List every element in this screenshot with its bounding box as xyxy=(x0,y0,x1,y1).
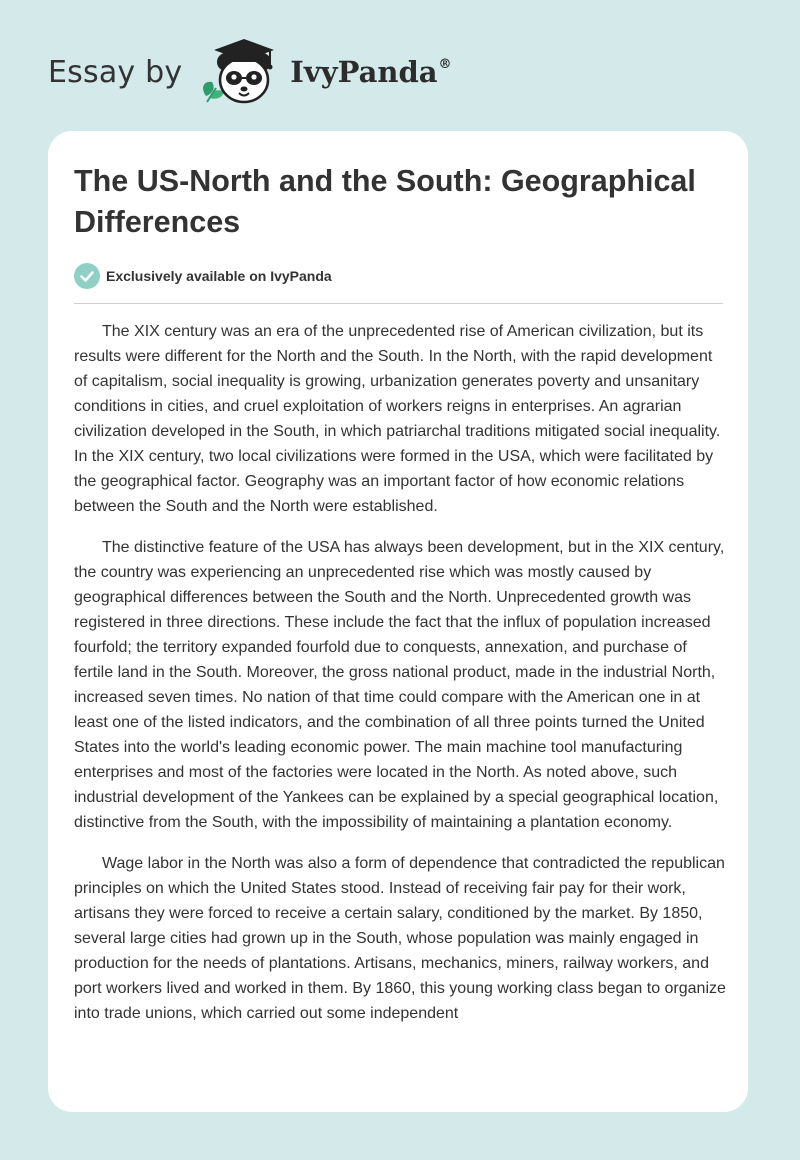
paragraph-2: The distinctive feature of the USA has always been development, but in the XIX century, the country was experiencing an unprecedented rise which was mostly caused by geographical differences between the South and the North. Unprecedented growth was registered in three directions. These include the fact that the influx of population increased fourfold; the territory expanded fourfold due to conquests, annexation, and purchase of fertile land in the South. Moreover, the gross national product, made in the industrial North, increased seven times. No nation of that time could compare with the American one in at least one of the listed indicators, and the combination of all three points turned the United States into the world's leading economic power. The main machine tool manufacturing enterprises and most of the factories were located in the North. As noted above, such industrial development of the Yankees can be explained by a special geographical location, distinctive from the South, with the impossibility of maintaining a plantation economy. xyxy=(74,539,725,831)
essay-by-label: Essay by xyxy=(48,54,183,90)
essay-title: The US-North and the South: Geographical Differences xyxy=(74,164,696,239)
site-header xyxy=(48,36,452,108)
brand-text: IvyPanda xyxy=(290,55,438,89)
essay-body xyxy=(74,319,726,1042)
check-circle-icon xyxy=(74,263,100,289)
paragraph-3: Wage labor in the North was also a form of dependence that contradicted the republican principles on which the United States stood. Instead of receiving fair pay for their work, artisans they were forced to receive a certain salary, conditioned by the market. By 1850, several large cities had grown up in the South, whose population was mainly engaged in production for the needs of plantations. Artisans, mechanics, miners, railway workers, and port workers lived and worked in them. By 1860, this young working class began to organize into trade unions, which carried out some independent xyxy=(74,855,726,1022)
registered-mark: ® xyxy=(438,57,452,72)
paragraph-1: The XIX century was an era of the unprecedented rise of American civilization, but its results were different for the North and the South. In the North, with the rapid development of capitalism, social inequality is growing, urbanization generates poverty and unsanitary conditions in cities, and cruel exploitation of workers reigns in enterprises. An agrarian civilization developed in the South, in which patriarchal traditions mitigated social inequality. In the XIX century, two local civilizations were formed in the USA, which were facilitated by the geographical factor. Geography was an important factor of how economic relations between the South and the North were established. xyxy=(74,323,721,515)
exclusive-badge xyxy=(74,263,332,289)
essay-card xyxy=(48,131,748,1112)
exclusive-label: Exclusively available on IvyPanda xyxy=(106,268,332,284)
title-divider xyxy=(74,303,723,304)
brand-name[interactable] xyxy=(290,55,451,89)
panda-logo-icon xyxy=(196,36,286,108)
